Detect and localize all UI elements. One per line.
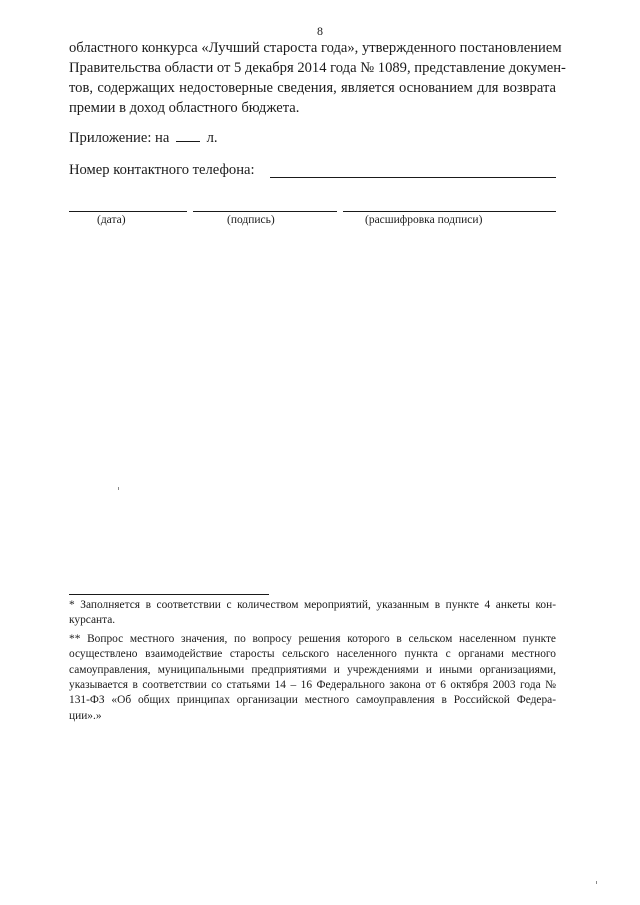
footnote-separator	[69, 594, 269, 595]
appendix-line	[69, 129, 218, 147]
page-number: 8	[317, 24, 323, 38]
body-line: Правительства области от 5 декабря 2014 года № 1089, представление докумен-	[69, 60, 566, 76]
footnotes	[69, 598, 556, 724]
signature-transcript-field[interactable]	[343, 211, 556, 212]
appendix-prefix: Приложение: на	[69, 130, 170, 146]
footnote-line: указывается в соответствии со статьями 14 – 16 Федерального закона от 6 октября 2003 года №	[69, 679, 556, 692]
phone-label: Номер контактного телефона:	[69, 162, 255, 178]
date-field[interactable]	[69, 211, 187, 212]
footnote-line: осуществлено взаимодействие старосты сельского населенного пункта с органами местного	[69, 648, 556, 661]
signature-field[interactable]	[193, 211, 337, 212]
phone-number-field[interactable]	[270, 177, 556, 178]
footnote-line: ** Вопрос местного значения, по вопросу решения которого в сельском населенном пункте	[69, 632, 556, 645]
body-line: премии в доход областного бюджета.	[69, 100, 300, 116]
signature-transcript-caption: (расшифровка подписи)	[365, 214, 483, 226]
footnote-line: 131-ФЗ «Об общих принципах организации местного самоуправления в Российской Федера-	[69, 694, 556, 707]
footnote-line: ции».»	[69, 709, 102, 722]
appendix-sheet-count-field[interactable]	[176, 129, 200, 142]
signature-caption: (подпись)	[227, 214, 275, 226]
footnote-line: курсанта.	[69, 614, 116, 627]
appendix-suffix: л.	[206, 130, 218, 146]
body-line: тов, содержащих недостоверные сведения, является основанием для возврата	[69, 80, 556, 96]
scan-speck	[118, 487, 119, 490]
footnote-line: * Заполняется в соответствии с количеством мероприятий, указанным в пункте 4 анкеты кон-	[69, 599, 556, 611]
body-line: областного конкурса «Лучший староста года», утвержденного постановлением	[69, 40, 562, 56]
date-caption: (дата)	[97, 214, 126, 226]
scan-speck	[596, 881, 597, 884]
footnote-line: самоуправления, муниципальными предприятиями и учреждениями и иными организациями,	[69, 663, 556, 676]
body-paragraph	[69, 38, 566, 118]
